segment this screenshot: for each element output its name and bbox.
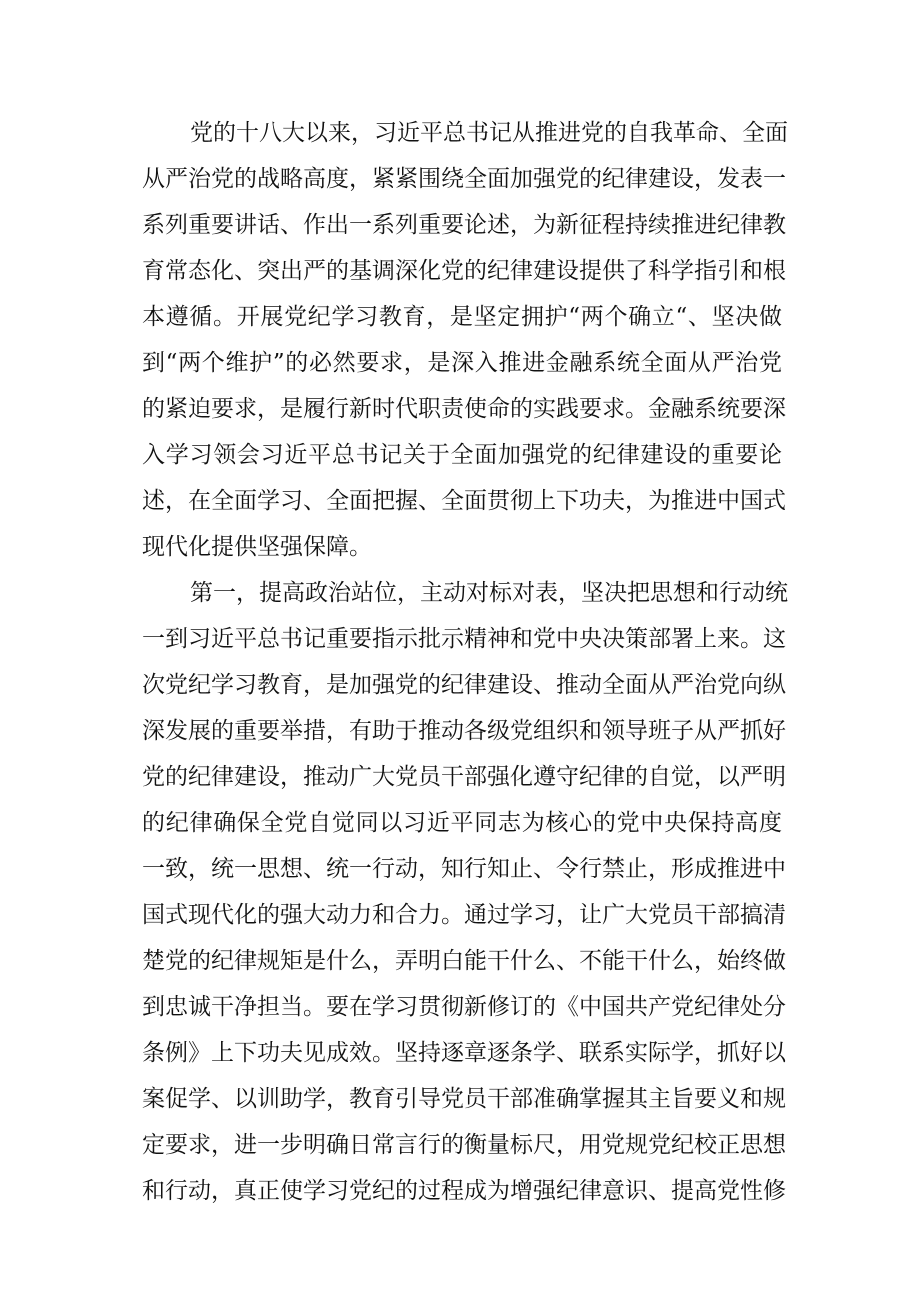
text-line: 本遵循。开展党纪学习教育，是坚定拥护“两个确立“、坚决做 [142, 304, 782, 330]
text-line: 系列重要讲话、作出一系列重要论述，为新征程持续推进纪律教 [142, 212, 786, 238]
text-line: 一致，统一思想、统一行动，知行知止、令行禁止，形成推进中 [142, 856, 786, 882]
text-line: 条例》上下功夫见成效。坚持逐章逐条学、联系实际学，抓好以 [142, 1040, 786, 1066]
text-line: 国式现代化的强大动力和合力。通过学习，让广大党员干部搞清 [142, 902, 786, 928]
text-line: 入学习领会习近平总书记关于全面加强党的纪律建设的重要论 [142, 442, 782, 468]
text-line: 第一，提高政治站位，主动对标对表，坚决把思想和行动统 [190, 580, 788, 606]
text-line: 从严治党的战略高度，紧紧围绕全面加强党的纪律建设，发表一 [142, 166, 786, 192]
text-line: 述，在全面学习、全面把握、全面贯彻上下功夫，为推进中国式 [142, 488, 786, 514]
text-line: 到忠诚干净担当。要在学习贯彻新修订的《中国共产党纪律处分 [142, 994, 786, 1020]
text-line: 的紧迫要求，是履行新时代职责使命的实践要求。金融系统要深 [142, 396, 786, 422]
text-line: 楚党的纪律规矩是什么，弄明白能干什么、不能干什么，始终做 [142, 948, 786, 974]
text-line: 一到习近平总书记重要指示批示精神和党中央决策部署上来。这 [142, 626, 786, 652]
text-line: 的纪律确保全党自觉同以习近平同志为核心的党中央保持高度 [142, 810, 782, 836]
text-line: 定要求，进一步明确日常言行的衡量标尺，用党规党纪校正思想 [142, 1132, 786, 1158]
text-line: 案促学、以训助学，教育引导党员干部准确掌握其主旨要义和规 [142, 1086, 786, 1112]
text-line: 到“两个维护”的必然要求，是深入推进金融系统全面从严治党 [142, 350, 782, 376]
text-line: 和行动，真正使学习党纪的过程成为增强纪律意识、提高党性修 [142, 1178, 786, 1204]
text-line: 次党纪学习教育，是加强党的纪律建设、推动全面从严治党向纵 [142, 672, 786, 698]
text-line: 党的纪律建设，推动广大党员干部强化遵守纪律的自觉，以严明 [142, 764, 786, 790]
text-line: 党的十八大以来，习近平总书记从推进党的自我革命、全面 [190, 120, 788, 146]
text-line: 育常态化、突出严的基调深化党的纪律建设提供了科学指引和根 [142, 258, 786, 284]
text-line: 现代化提供坚强保障。 [142, 534, 372, 560]
text-line: 深发展的重要举措，有助于推动各级党组织和领导班子从严抓好 [142, 718, 786, 744]
